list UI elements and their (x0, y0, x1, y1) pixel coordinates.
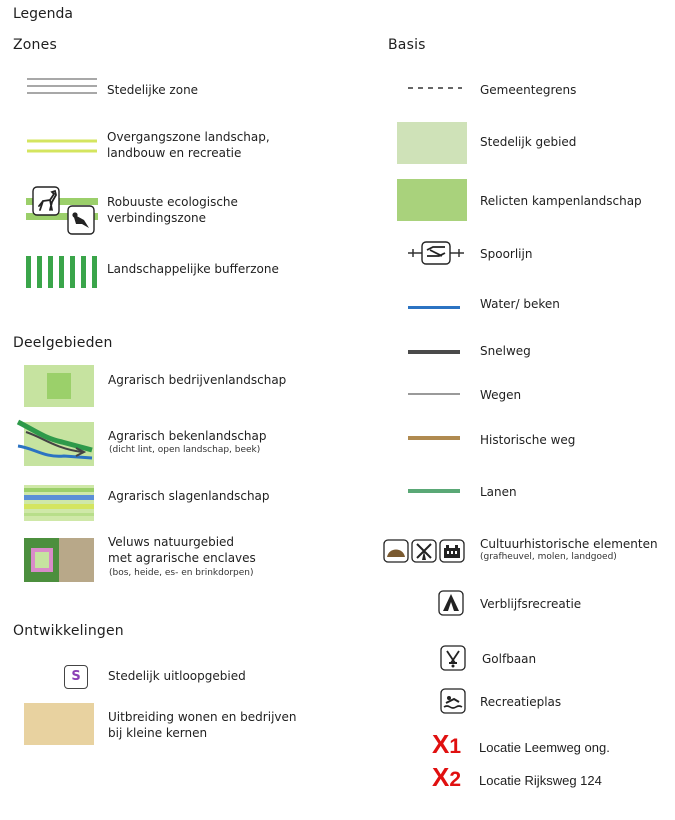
golf-icon (440, 645, 466, 671)
location-1-label: Locatie Leemweg ong. (479, 740, 610, 755)
bedrijvenlandschap-label: Agrarisch bedrijvenlandschap (108, 373, 287, 387)
stedelijk-gebied-label: Stedelijk gebied (480, 135, 577, 149)
spoorlijn-label: Spoorlijn (480, 247, 533, 261)
wegen-label: Wegen (480, 388, 522, 402)
burial-mound-icon (383, 539, 409, 563)
legend-title: Legenda (13, 6, 74, 22)
zones-heading: Zones (13, 37, 57, 53)
bufferzone-label: Landschappelijke bufferzone (107, 262, 279, 276)
natuurgebied-sub: (bos, heide, es- en brinkdorpen) (109, 568, 254, 578)
slagenlandschap-symbol (24, 485, 94, 521)
uitbreiding-symbol (24, 703, 94, 745)
kampenlandschap-symbol (397, 179, 467, 221)
snelweg-symbol (408, 350, 460, 354)
uitloopgebied-badge: S (64, 665, 88, 689)
kampenlandschap-label: Relicten kampenlandschap (480, 194, 642, 208)
bedrijvenlandschap-symbol (24, 365, 94, 407)
cultuurhistorie-label: Cultuurhistorische elementen (480, 537, 658, 551)
verblijfsrecreatie-label: Verblijfsrecreatie (480, 597, 582, 611)
bekenlandschap-symbol (14, 418, 96, 470)
overgangszone-symbol (27, 138, 97, 156)
gemeentegrens-label: Gemeentegrens (480, 83, 577, 97)
stedelijke-zone-label: Stedelijke zone (107, 83, 199, 97)
railway-icon (408, 240, 464, 266)
location-2-label: Locatie Rijksweg 124 (479, 773, 602, 788)
bekenlandschap-sub: (dicht lint, open landschap, beek) (109, 445, 261, 455)
lanen-label: Lanen (480, 485, 517, 499)
location-1-number: 1 (449, 735, 462, 758)
golfbaan-label: Golfbaan (482, 652, 537, 666)
location-1-marker (432, 729, 461, 760)
uitloopgebied-label: Stedelijk uitloopgebied (108, 669, 246, 683)
overgangszone-label-1: Overgangszone landschap, (107, 130, 270, 144)
ecologische-zone-label-1: Robuuste ecologische (107, 195, 238, 209)
stedelijke-zone-symbol (27, 76, 97, 100)
water-label: Water/ beken (480, 297, 560, 311)
bufferzone-symbol (26, 256, 98, 288)
ecologische-zone-label-2: verbindingszone (107, 211, 207, 225)
location-1-x: X (432, 729, 450, 759)
gemeentegrens-symbol (408, 85, 462, 91)
estate-icon (439, 539, 465, 563)
tent-icon (438, 590, 464, 616)
location-2-number: 2 (449, 768, 462, 791)
natuurgebied-label-2: met agrarische enclaves (108, 551, 256, 565)
windmill-icon (411, 539, 437, 563)
recreatieplas-label: Recreatieplas (480, 695, 562, 709)
natuurgebied-label-1: Veluws natuurgebied (108, 535, 235, 549)
slagenlandschap-label: Agrarisch slagenlandschap (108, 489, 270, 503)
water-symbol (408, 306, 460, 309)
lanen-symbol (408, 489, 460, 493)
bekenlandschap-label: Agrarisch bekenlandschap (108, 429, 267, 443)
wegen-symbol (408, 393, 460, 395)
uitbreiding-label-1: Uitbreiding wonen en bedrijven (108, 710, 297, 724)
overgangszone-label-2: landbouw en recreatie (107, 146, 242, 160)
uitbreiding-label-2: bij kleine kernen (108, 726, 208, 740)
natuurgebied-symbol (24, 538, 94, 582)
snelweg-label: Snelweg (480, 344, 531, 358)
deelgebieden-heading: Deelgebieden (13, 335, 113, 351)
ontwikkelingen-heading: Ontwikkelingen (13, 623, 124, 639)
location-2-marker (432, 762, 461, 793)
historische-weg-symbol (408, 436, 460, 440)
basis-heading: Basis (388, 37, 426, 53)
historische-weg-label: Historische weg (480, 433, 576, 447)
ecologische-zone-symbol (26, 186, 98, 238)
cultuurhistorie-sub: (grafheuvel, molen, landgoed) (480, 552, 617, 562)
swimming-icon (440, 688, 466, 714)
stedelijk-gebied-symbol (397, 122, 467, 164)
location-2-x: X (432, 762, 450, 792)
